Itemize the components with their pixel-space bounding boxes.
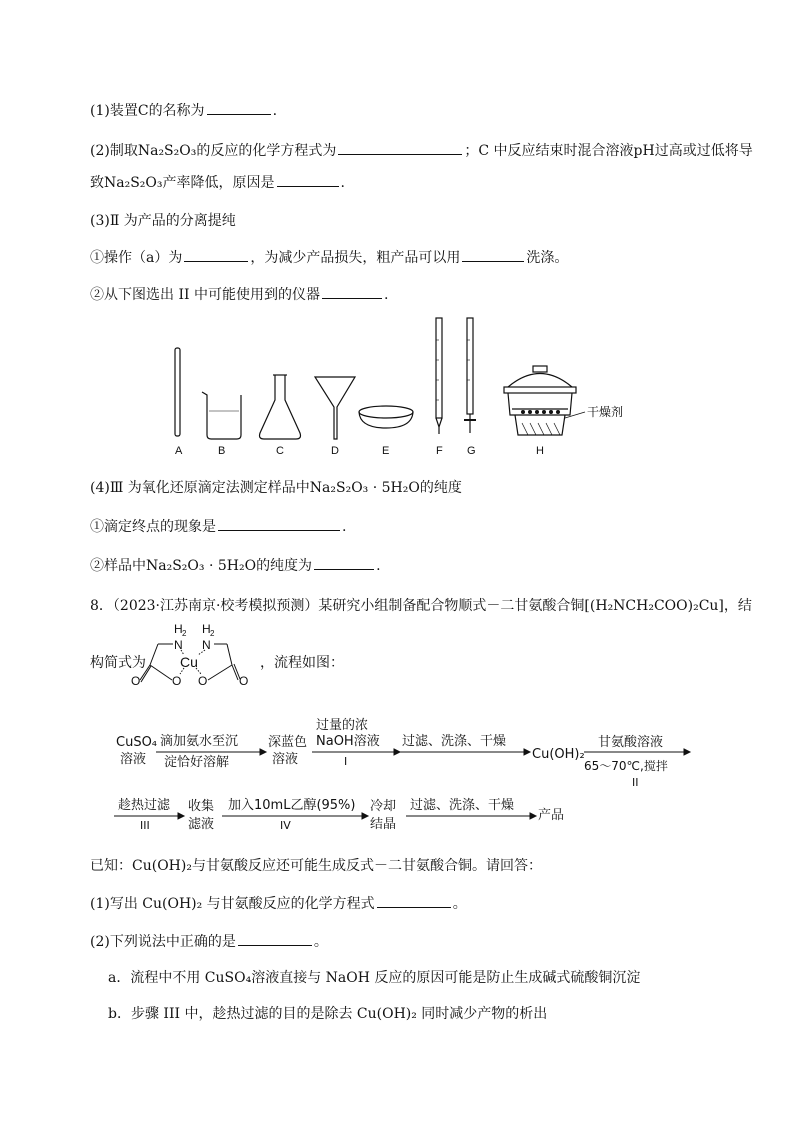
- apparatus-label: H: [536, 445, 544, 457]
- flow-hot-filter: 趁热过滤: [118, 798, 171, 813]
- copper-glycinate-structure: [128, 622, 252, 696]
- flow-excess-naoh: NaOH溶液: [316, 734, 380, 749]
- apparatus-figure: [160, 315, 660, 460]
- option-a: a．流程中不用 CuSO₄溶液直接与 NaOH 反应的原因可能是防止生成碱式硫酸铜沉淀: [108, 970, 641, 986]
- flow-step-2-label: II: [632, 776, 639, 789]
- svg-text:2: 2: [210, 629, 215, 638]
- funnel-icon: [315, 377, 355, 439]
- flow-cuso4-solution: 溶液: [120, 752, 147, 767]
- answer-blank[interactable]: [322, 284, 382, 299]
- question-part-1: (1)装置C的名称为 .: [90, 100, 277, 121]
- flow-deep-blue-solution: 溶液: [272, 752, 299, 767]
- flow-product: 产品: [538, 808, 565, 823]
- question-8-part-2: (2)下列说法中正确的是 。: [90, 931, 328, 952]
- option-b: b．步骤 III 中，趁热过滤的目的是除去 Cu(OH)₂ 同时减少产物的析出: [108, 1006, 548, 1022]
- svg-text:O: O: [131, 674, 141, 688]
- question-part-2-line1: (2)制取Na₂S₂O₃的反应的化学方程式为 ；C 中反应结束时混合溶液pH过高或过低将导: [90, 140, 753, 161]
- flow-step-4-label: IV: [280, 819, 291, 832]
- apparatus-label: F: [436, 445, 443, 457]
- apparatus-label: D: [331, 445, 339, 457]
- burette-icon: [436, 318, 442, 434]
- flow-step-ammonia-bottom: 淀恰好溶解: [164, 755, 230, 770]
- question-8-part-1: (1)写出 Cu(OH)₂ 与甘氨酸反应的化学方程式 。: [90, 893, 467, 914]
- answer-blank[interactable]: [377, 893, 451, 908]
- svg-text:O: O: [172, 674, 182, 688]
- flow-glycine: 甘氨酸溶液: [598, 735, 664, 750]
- flow-step-ammonia-top: 滴加氨水至沉: [160, 734, 239, 749]
- desiccator-icon: [504, 366, 585, 435]
- question-8-flow-intro: ，流程如图：: [260, 655, 344, 671]
- evaporating-dish-icon: [359, 406, 413, 428]
- known-condition: 已知：Cu(OH)₂与甘氨酸反应还可能生成反式－二甘氨酸合铜。请回答：: [90, 858, 542, 874]
- flow-step-1-label: I: [344, 755, 348, 768]
- apparatus-label: C: [276, 445, 284, 457]
- flow-collect-top: 收集: [188, 799, 215, 814]
- flow-temperature: 65～70℃,搅拌: [584, 759, 668, 773]
- question-part-4-1: ①滴定终点的现象是 .: [90, 516, 346, 537]
- answer-blank[interactable]: [218, 516, 340, 531]
- flow-diagram: [108, 712, 708, 842]
- answer-blank[interactable]: [314, 555, 374, 570]
- svg-text:N: N: [174, 638, 183, 652]
- question-part-2-line2: 致Na₂S₂O₃产率降低，原因是 .: [90, 172, 345, 193]
- question-part-3-1: ①操作（a）为 ，为减少产品损失，粗产品可以用 洗涤。: [90, 247, 568, 268]
- flow-collect-bottom: 滤液: [188, 817, 215, 832]
- answer-blank[interactable]: [277, 172, 339, 187]
- question-8-structure-intro: 构简式为: [90, 655, 146, 671]
- answer-blank[interactable]: [184, 247, 248, 262]
- svg-text:O: O: [198, 674, 208, 688]
- question-8-stem: 8．（2023·江苏南京·校考模拟预测）某研究小组制备配合物顺式－二甘氨酸合铜[(H₂NCH₂COO)₂Cu]，结: [90, 598, 752, 614]
- apparatus-label: B: [218, 445, 226, 457]
- beaker-icon: [202, 392, 241, 439]
- flow-excess-top: 过量的浓: [316, 718, 369, 733]
- svg-text:H: H: [174, 622, 183, 636]
- flow-cool-top: 冷却: [370, 799, 397, 814]
- flow-cool-bottom: 结晶: [370, 817, 397, 832]
- apparatus-label: E: [382, 445, 390, 457]
- acid-burette-icon: [464, 318, 476, 433]
- svg-text:Cu: Cu: [180, 654, 198, 670]
- question-part-3: (3)Ⅱ 为产品的分离提纯: [90, 213, 236, 229]
- flow-step-3-label: III: [140, 819, 150, 832]
- svg-text:2: 2: [182, 629, 187, 638]
- svg-text:O: O: [239, 674, 249, 688]
- apparatus-label: A: [175, 445, 183, 457]
- svg-text:H: H: [202, 622, 211, 636]
- question-part-4: (4)Ⅲ 为氧化还原滴定法测定样品中Na₂S₂O₃ · 5H₂O的纯度: [90, 480, 462, 496]
- question-part-4-2: ②样品中Na₂S₂O₃ · 5H₂O的纯度为 .: [90, 555, 381, 576]
- question-part-3-2: ②从下图选出 II 中可能使用到的仪器 .: [90, 284, 388, 305]
- apparatus-label: G: [467, 445, 476, 457]
- flow-filter-1: 过滤、洗涤、干燥: [402, 734, 507, 749]
- flow-cuso4: CuSO₄: [116, 735, 158, 750]
- svg-text:N: N: [202, 638, 211, 652]
- answer-blank[interactable]: [207, 100, 271, 115]
- answer-blank[interactable]: [338, 140, 462, 155]
- flow-cuoh2: Cu(OH)₂: [532, 747, 585, 762]
- desiccant-label: 干燥剂: [587, 405, 624, 419]
- flow-deep-blue: 深蓝色: [268, 735, 308, 750]
- flow-add-ethanol: 加入10mL乙醇(95%): [228, 798, 356, 813]
- answer-blank[interactable]: [462, 247, 524, 262]
- conical-flask-icon: [260, 375, 301, 439]
- flow-filter-2: 过滤、洗涤、干燥: [410, 798, 515, 813]
- glass-rod-icon: [175, 348, 180, 436]
- answer-blank[interactable]: [238, 931, 312, 946]
